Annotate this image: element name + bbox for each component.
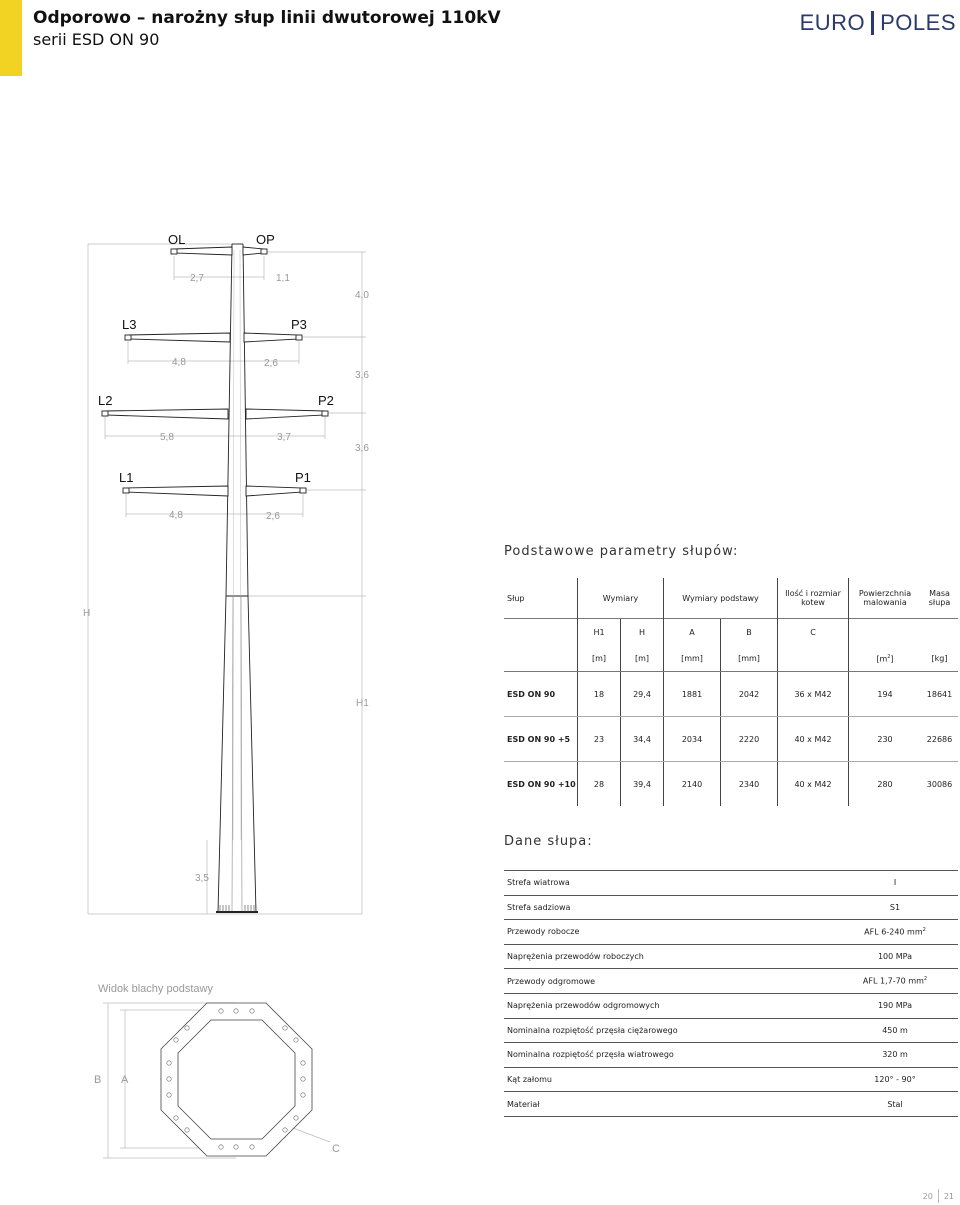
- phase-labels: [98, 232, 334, 485]
- header-masa-line1: Masa: [929, 589, 950, 598]
- row-b: 2220: [721, 717, 778, 762]
- dim-p2: 3,7: [277, 432, 291, 443]
- dane-value-sup: 2: [922, 927, 926, 934]
- params-header-row: [504, 578, 958, 619]
- header-wymiary: Wymiary: [578, 578, 664, 619]
- row-c: 40 x M42: [778, 717, 849, 762]
- table-row: [504, 672, 958, 717]
- header-kotwy: [778, 578, 849, 619]
- row-masa: 30086: [926, 779, 953, 789]
- header-masa-line2: słupa: [928, 598, 951, 607]
- unit-c: [778, 646, 849, 672]
- header-pow-line1: Powierzchnia: [858, 589, 912, 598]
- row-h: 34,4: [621, 717, 664, 762]
- row-name: ESD ON 90: [504, 672, 578, 717]
- subheader-h1: H1: [578, 619, 621, 647]
- base-plate-octagon: [161, 1003, 312, 1156]
- table-row: [504, 1018, 958, 1043]
- page-number-separator: [938, 1189, 939, 1203]
- table-row: [504, 762, 958, 807]
- row-a: 1881: [664, 672, 721, 717]
- params-subheader-row: [504, 619, 958, 647]
- dim-h-label: H: [83, 608, 91, 619]
- phase-label-ol: OL: [168, 232, 186, 247]
- table-row: [504, 944, 958, 969]
- row-h1: 18: [578, 672, 621, 717]
- row-pow: 280: [849, 762, 922, 807]
- cross-arms: [102, 247, 328, 496]
- unit-h1: [m]: [578, 646, 621, 672]
- dim-vertical-mid2: 3,6: [355, 443, 369, 454]
- dane-value: 120° - 90°: [832, 1067, 958, 1092]
- dimension-lines: [88, 244, 366, 914]
- dim-h1-label: H1: [356, 698, 369, 709]
- phase-label-l3: L3: [122, 317, 137, 332]
- row-b: 2042: [721, 672, 778, 717]
- dim-ol: 2,7: [190, 273, 204, 284]
- dane-value: 100 MPa: [832, 944, 958, 969]
- dane-value: I: [832, 871, 958, 896]
- phase-label-p2: P2: [318, 393, 334, 408]
- dane-value: S1: [832, 895, 958, 920]
- unit-pow: [849, 646, 922, 672]
- table-row: [504, 1092, 958, 1117]
- dim-vertical-mid1: 3,6: [355, 370, 369, 381]
- row-h: 29,4: [621, 672, 664, 717]
- page-number-right: 21: [943, 1191, 954, 1201]
- subheader-a: A: [664, 619, 721, 647]
- row-masa: 18641: [921, 672, 958, 717]
- page-numbers: [923, 1189, 954, 1203]
- phase-label-l1: L1: [119, 470, 134, 485]
- dane-label: Strefa wiatrowa: [504, 871, 832, 896]
- base-label-a: A: [121, 1074, 129, 1086]
- row-name: ESD ON 90 +10: [507, 779, 576, 789]
- subheader-c: C: [778, 619, 849, 647]
- phase-label-p1: P1: [295, 470, 311, 485]
- dane-value: 320 m: [832, 1043, 958, 1068]
- dane-label: Kąt załomu: [504, 1067, 832, 1092]
- logo-text-euro: EURO: [799, 10, 866, 35]
- pole-ladder-hatch: [233, 250, 241, 840]
- subheader-empty: [504, 619, 578, 647]
- table-row: [504, 895, 958, 920]
- row-pow: 194: [849, 672, 922, 717]
- dane-value: AFL 1,7-70 mm: [862, 977, 924, 986]
- row-masa: 22686: [921, 717, 958, 762]
- unit-a: [mm]: [664, 646, 721, 672]
- dim-p1: 2,6: [266, 511, 280, 522]
- row-c: 36 x M42: [778, 672, 849, 717]
- dim-l3: 4,8: [172, 357, 186, 368]
- base-label-c: C: [332, 1143, 340, 1155]
- pole-shaft: [216, 244, 258, 912]
- dane-label: Przewody robocze: [504, 920, 832, 945]
- dane-section-title: Dane słupa:: [504, 834, 593, 849]
- phase-label-p3: P3: [291, 317, 307, 332]
- dane-label: Strefa sadziowa: [504, 895, 832, 920]
- subheader-b: B: [721, 619, 778, 647]
- unit-h: [m]: [621, 646, 664, 672]
- row-b: 2340: [721, 762, 778, 807]
- header-pow-line2: malowania: [863, 598, 907, 607]
- page-number-left: 20: [922, 1191, 933, 1201]
- table-row: [504, 993, 958, 1018]
- table-row: [504, 920, 958, 945]
- base-anchors: [220, 905, 254, 912]
- unit-pow-close: ]: [890, 654, 894, 664]
- dane-value: 450 m: [832, 1018, 958, 1043]
- dim-op: 1,1: [276, 273, 290, 284]
- dane-value-cell: [832, 920, 958, 945]
- subheader-h: H: [621, 619, 664, 647]
- params-section-title: Podstawowe parametry słupów:: [504, 544, 739, 559]
- row-pow: 230: [849, 717, 922, 762]
- dane-table: [504, 870, 958, 1117]
- table-row: [504, 969, 958, 994]
- dim-l1: 4,8: [169, 510, 183, 521]
- row-a: 2034: [664, 717, 721, 762]
- params-table: [504, 578, 958, 806]
- dim-base: 3,5: [195, 873, 209, 884]
- dane-label: Nominalna rozpiętość przęsła ciężarowego: [504, 1018, 832, 1043]
- row-h1: 28: [578, 762, 621, 807]
- subheader-pow: [849, 619, 922, 647]
- unit-pow-text: [m: [876, 654, 888, 664]
- dane-value: Stal: [832, 1092, 958, 1117]
- unit-empty: [504, 646, 578, 672]
- table-row: [504, 871, 958, 896]
- table-row: [504, 717, 958, 762]
- dane-value-sup: 2: [923, 976, 928, 983]
- dane-label: Materiał: [504, 1092, 832, 1117]
- row-h: 39,4: [621, 762, 664, 807]
- row-name: ESD ON 90 +5: [504, 717, 578, 762]
- dane-label: Nominalna rozpiętość przęsła wiatrowego: [504, 1043, 832, 1068]
- logo-text-poles: POLES: [880, 10, 956, 35]
- header-wymiary-podstawy: Wymiary podstawy: [664, 578, 778, 619]
- phase-label-op: OP: [256, 232, 275, 247]
- dane-value: 190 MPa: [832, 993, 958, 1018]
- row-h1: 23: [578, 717, 621, 762]
- header-kotwy-line2: kotew: [801, 598, 825, 607]
- base-view-title: Widok blachy podstawy: [98, 983, 213, 995]
- dim-vertical-top: 4,0: [355, 290, 369, 301]
- phase-label-l2: L2: [98, 393, 113, 408]
- header-masa: [921, 578, 958, 619]
- row-a: 2140: [664, 762, 721, 807]
- dane-label: Naprężenia przewodów roboczych: [504, 944, 832, 969]
- page-subtitle: serii ESD ON 90: [33, 30, 160, 49]
- dane-value: AFL 6-240 mm: [864, 927, 923, 937]
- unit-pow-sup: 2: [887, 653, 891, 660]
- dim-l2: 5,8: [160, 432, 174, 443]
- header-kotwy-line1: Ilość i rozmiar: [785, 589, 841, 598]
- row-c: 40 x M42: [778, 762, 849, 807]
- page-title: Odporowo – narożny słup linii dwutorowej 110kV: [33, 8, 501, 28]
- unit-b: [mm]: [721, 646, 778, 672]
- header-powierzchnia: [849, 578, 922, 619]
- dane-label: Naprężenia przewodów odgromowych: [504, 993, 832, 1018]
- table-row: [504, 1067, 958, 1092]
- base-label-b: B: [94, 1074, 102, 1086]
- header-slup: Słup: [507, 593, 525, 603]
- table-row: [504, 1043, 958, 1068]
- dane-label: Przewody odgromowe: [504, 969, 832, 994]
- dane-value-cell: [832, 969, 958, 994]
- unit-masa: [kg]: [921, 646, 958, 672]
- params-units-row: [504, 646, 958, 672]
- dim-p3: 2,6: [264, 358, 278, 369]
- subheader-masa: [921, 619, 958, 647]
